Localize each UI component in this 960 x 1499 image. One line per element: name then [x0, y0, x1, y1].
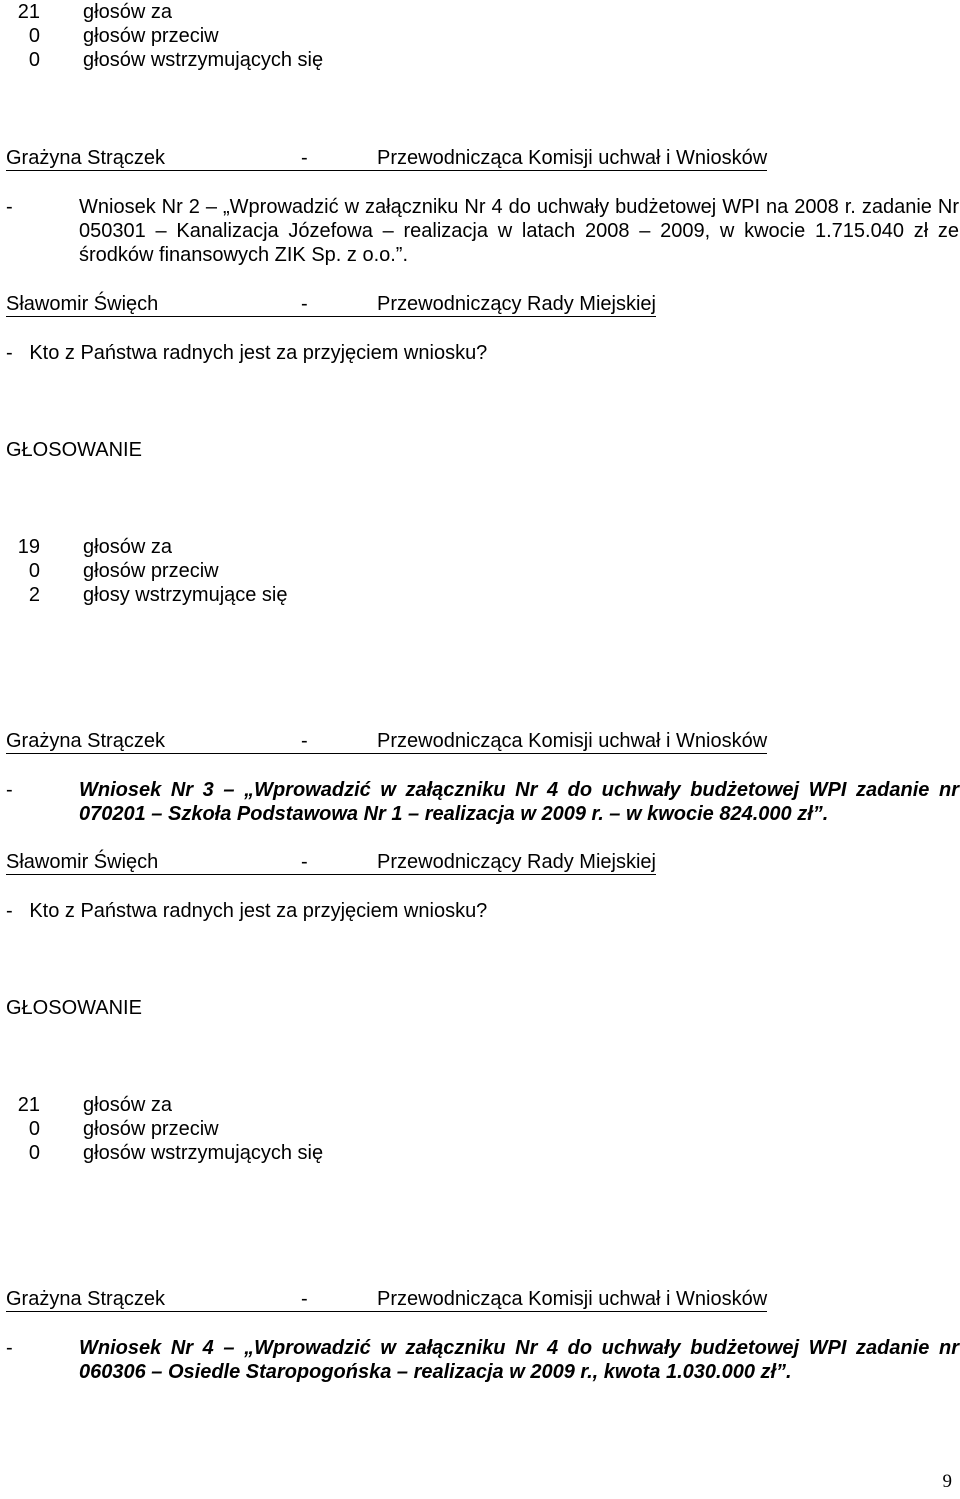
vote-count: 0 — [28, 49, 40, 71]
page-number: 9 — [942, 1471, 952, 1492]
speaker-role: Przewodnicząca Komisji uchwał i Wniosków — [377, 730, 768, 752]
voting-label: GŁOSOWANIE — [6, 997, 142, 1019]
vote-count: 0 — [28, 560, 40, 582]
speaker-role: Przewodnicząca Komisji uchwał i Wniosków — [377, 147, 768, 169]
vote-count: 2 — [28, 584, 40, 606]
speaker-dash: - — [301, 146, 377, 171]
vote-count: 21 — [17, 1094, 40, 1116]
speaker-dash: - — [301, 729, 377, 754]
voting-label: GŁOSOWANIE — [6, 439, 142, 461]
motion-text: Wniosek Nr 2 – „Wprowadzić w załączniku Nr 4 do uchwały budżetowej WPI na 2008 r. zadanie Nr 050301 – Kanalizacja Józefowa – realizacja w latach 2008 – 2009, w kwocie 1.715.040 zł ze środków finansowych ZIK Sp. z o.o.”. — [79, 196, 959, 266]
vote-label: głosów przeciw — [83, 1118, 219, 1140]
vote-label: głosów przeciw — [83, 560, 219, 582]
speaker-role: Przewodniczący Rady Miejskiej — [377, 851, 656, 873]
vote-label: głosów za — [83, 1094, 172, 1116]
speaker-dash: - — [301, 850, 377, 875]
speaker-dash: - — [301, 1287, 377, 1312]
vote-label: głosów wstrzymujących się — [83, 49, 324, 71]
motion-text: Wniosek Nr 4 – „Wprowadzić w załączniku Nr 4 do uchwały budżetowej WPI zadanie nr 060306 – Osiedle Staropogońska – realizacja w 2009 r., kwota 1.030.000 zł”. — [79, 1337, 959, 1383]
motion-bullet: - — [6, 779, 13, 801]
question: - Kto z Państwa radnych jest za przyjęciem wniosku? — [6, 342, 488, 364]
speaker-name: Grażyna Strączek — [6, 729, 301, 754]
question: - Kto z Państwa radnych jest za przyjęciem wniosku? — [6, 900, 488, 922]
speaker-role: Przewodniczący Rady Miejskiej — [377, 293, 656, 315]
motion-bullet: - — [6, 1337, 13, 1359]
motion-text: Wniosek Nr 3 – „Wprowadzić w załączniku Nr 4 do uchwały budżetowej WPI zadanie nr 070201 – Szkoła Podstawowa Nr 1 – realizacja w 2009 r. – w kwocie 824.000 zł”. — [79, 779, 959, 825]
speaker-role: Przewodnicząca Komisji uchwał i Wniosków — [377, 1288, 768, 1310]
speaker-name: Sławomir Święch — [6, 850, 301, 875]
speaker-name: Grażyna Strączek — [6, 146, 301, 171]
vote-count: 0 — [28, 25, 40, 47]
vote-count: 19 — [17, 536, 40, 558]
vote-count: 21 — [17, 1, 40, 23]
speaker-name: Sławomir Święch — [6, 292, 301, 317]
vote-label: głosów za — [83, 1, 172, 23]
vote-label: głosów za — [83, 536, 172, 558]
speaker-name: Grażyna Strączek — [6, 1287, 301, 1312]
motion-bullet: - — [6, 196, 13, 218]
vote-count: 0 — [28, 1142, 40, 1164]
vote-label: głosów przeciw — [83, 25, 219, 47]
speaker-dash: - — [301, 292, 377, 317]
vote-count: 0 — [28, 1118, 40, 1140]
vote-label: głosów wstrzymujących się — [83, 1142, 324, 1164]
vote-label: głosy wstrzymujące się — [83, 584, 288, 606]
